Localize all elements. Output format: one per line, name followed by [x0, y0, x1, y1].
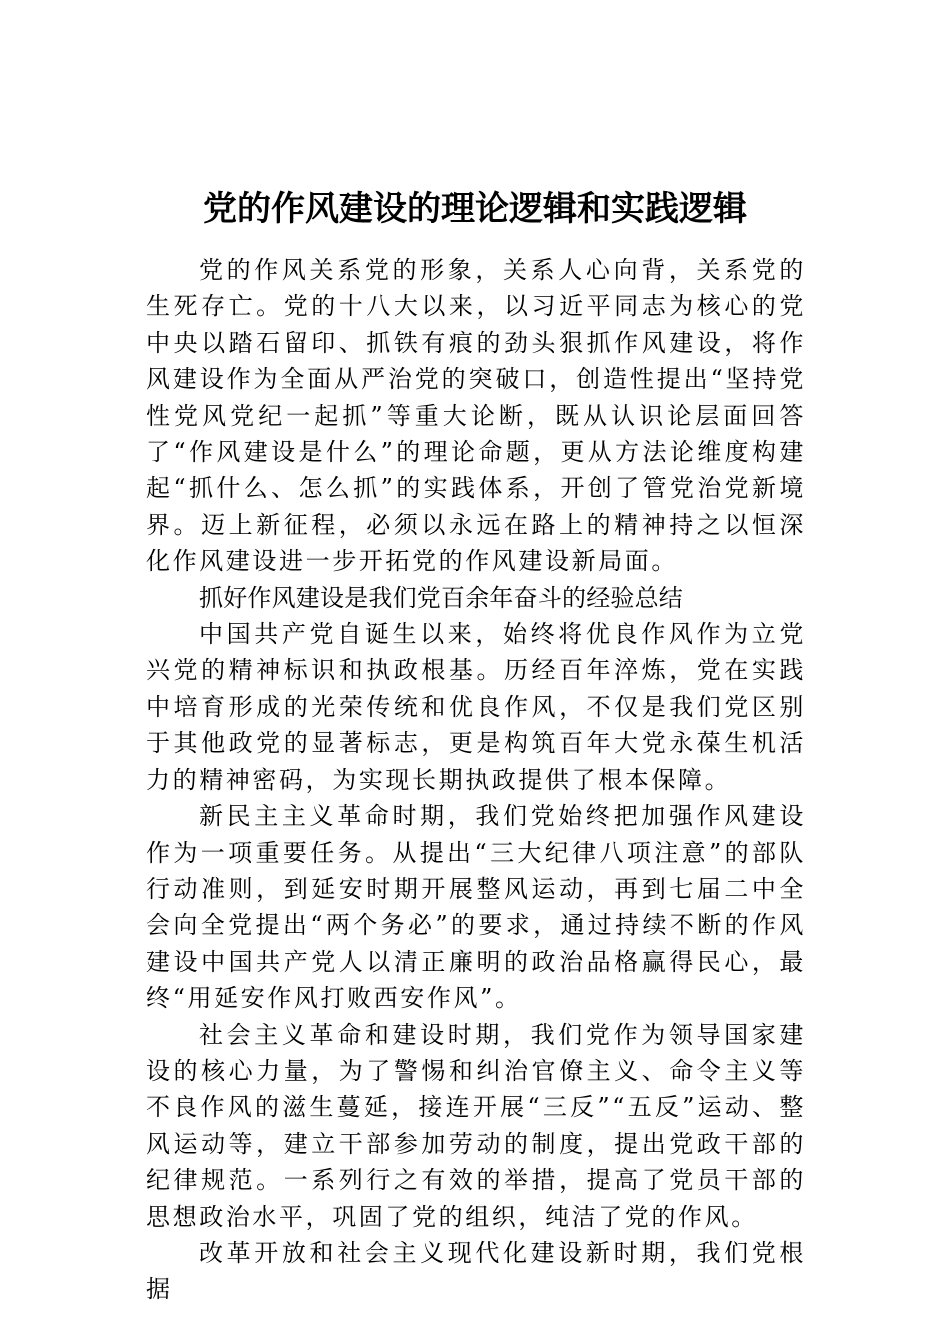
paragraph-socialist-revolution: 社会主义革命和建设时期，我们党作为领导国家建设的核心力量，为了警惕和纠治官僚主义、命令主义等不良作风的滋生蔓延，接连开展“三反”“五反”运动、整风运动等，建立干部参加劳动的制度，提出党政干部的纪律规范。一系列行之有效的举措，提高了党员干部的思想政治水平，巩固了党的组织，纯洁了党的作风。: [146, 1020, 806, 1231]
intro-paragraph: 党的作风关系党的形象，关系人心向背，关系党的生死存亡。党的十八大以来，以习近平同志为核心的党中央以踏石留印、抓铁有痕的劲头狠抓作风建设，将作风建设作为全面从严治党的突破口，创造性提出“坚持党性党风党纪一起抓”等重大论断，既从认识论层面回答了“作风建设是什么”的理论命题，更从方法论维度构建起“抓什么、怎么抓”的实践体系，开创了管党治党新境界。迈上新征程，必须以永远在路上的精神持之以恒深化作风建设进一步开拓党的作风建设新局面。: [146, 256, 806, 576]
paragraph-reform-opening: 改革开放和社会主义现代化建设新时期，我们党根据: [146, 1238, 806, 1304]
document-title: 党的作风建设的理论逻辑和实践逻辑: [203, 188, 747, 229]
paragraph-party-style-history: 中国共产党自诞生以来，始终将优良作风作为立党兴党的精神标识和执政根基。历经百年淬炼，党在实践中培育形成的光荣传统和优良作风，不仅是我们党区别于其他政党的显著标志，更是构筑百年大党永葆生机活力的精神密码，为实现长期执政提供了根本保障。: [146, 620, 806, 794]
document-body: [146, 252, 806, 1308]
paragraph-new-democratic-revolution: 新民主主义革命时期，我们党始终把加强作风建设作为一项重要任务。从提出“三大纪律八项注意”的部队行动准则，到延安时期开展整风运动，再到七届二中全会向全党提出“两个务必”的要求，通过持续不断的作风建设中国共产党人以清正廉明的政治品格赢得民心，最终“用延安作风打败西安作风”。: [146, 802, 806, 1013]
section-heading: 抓好作风建设是我们党百余年奋斗的经验总结: [199, 583, 683, 612]
